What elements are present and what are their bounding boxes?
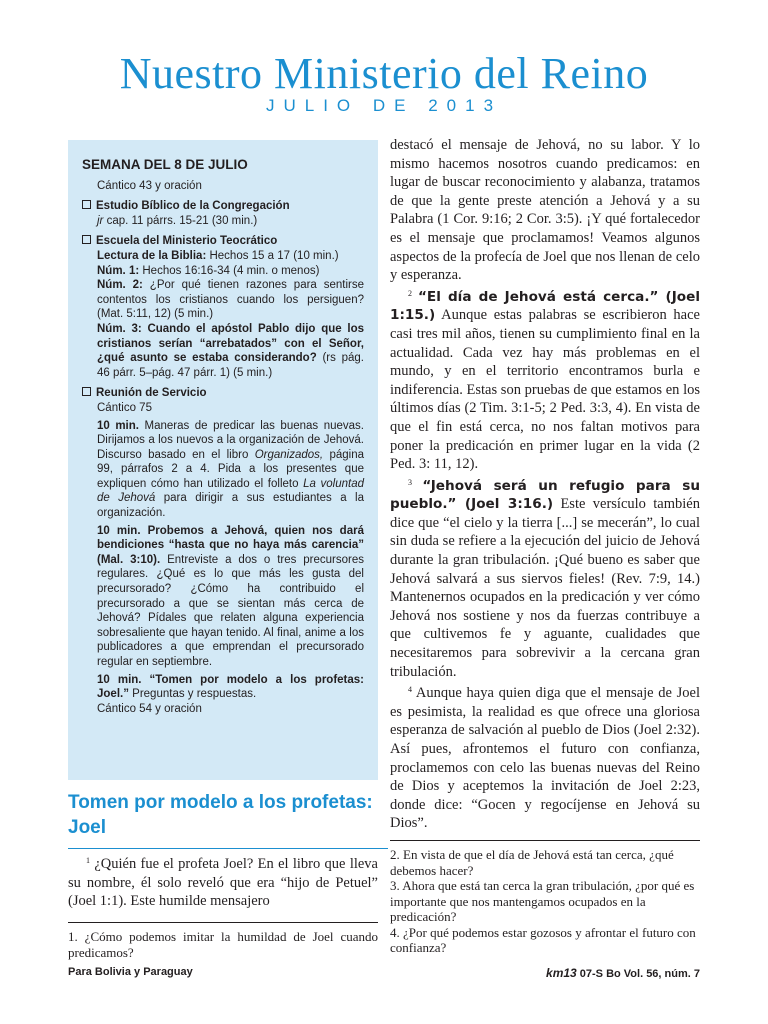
masthead-title: Nuestro Ministerio del Reino: [119, 49, 649, 98]
question-2: 2. En vista de que el día de Jehová está tan cerca, ¿qué debemos hacer?: [390, 847, 674, 878]
assignment-3: Núm. 3: Cuando el apóstol Pablo dijo que los cristianos serían “arrebatados” con el Señor, ¿qué asunto se estaba considerando? (rs pág. 46 párr. 5–pág. 47 párr. 1) (5 min.): [97, 322, 364, 379]
article-right-column: [390, 136, 700, 833]
article-paragraph-1-cont: destacó el mensaje de Jehová, no su labor. Y lo mismo hacemos nosotros cuando predicamos: en lugar de buscar reconocimiento y alabanza, tratamos de que la gente preste atención a Jehová y a su Palabra (1 Cor. 9:16; 2 Cor. 3:5). ¡Y qué fortalecedor es el mensaje que proclamamos! Veamos algunos aspectos de la profecía de Joel que nos llenan de celo y esperanza.: [390, 137, 700, 284]
assignment-2: Núm. 2: ¿Por qué tienen razones para sentirse contentos los cristianos cuando los persiguen? (Mat. 5:11, 12) (5 min.): [97, 279, 364, 321]
closing-song: Cántico 54 y oración: [97, 702, 202, 715]
article-title: Tomen por modelo a los profetas: Joel: [68, 790, 388, 849]
bible-study-heading: Estudio Bíblico de la Congregación: [82, 199, 364, 214]
service-part-3: 10 min. “Tomen por modelo a los profetas: Joel.” Preguntas y respuestas.: [97, 673, 364, 701]
weekly-schedule-box: [68, 140, 378, 780]
bible-study-ref: jr cap. 11 párrs. 15-21 (30 min.): [97, 214, 258, 227]
question-4: 4. ¿Por qué podemos estar gozosos y afrontar el futuro con confianza?: [390, 924, 696, 955]
opening-song: Cántico 43 y oración: [97, 179, 202, 192]
assignment-1: Núm. 1: Hechos 16:16-34 (4 min. o menos): [97, 264, 320, 277]
checkbox-icon: [82, 200, 91, 209]
questions-2-4: [390, 840, 700, 956]
footer-edition: km13 07-S Bo Vol. 56, núm. 7: [546, 966, 700, 980]
service-meeting-heading: Reunión de Servicio: [82, 386, 364, 401]
service-song: Cántico 75: [97, 401, 152, 414]
article-left-column: [68, 852, 378, 911]
article-paragraph-4: $^4$ Aunque haya quien diga que el mensaje de Joel es pesimista, la realidad es que ofrece una gloriosa esperanza de salvación al pueblo de Dios (Joel 2:32). Así pues, afrontemos el futuro con confianza, proclamemos con celo las buenas nuevas del Reino de Dios y aceptemos la invitación de Joel 2:23, donde dice: “Gocen y regocíjense en Jehová su Dios”.: [390, 685, 700, 832]
question-3: 3. Ahora que está tan cerca la gran tribulación, ¿por qué es importante que nos mantengamos ocupados en la predicación?: [390, 878, 695, 924]
issue-date: JULIO DE 2013: [265, 96, 503, 115]
article-paragraph-2: $^2$ “El día de Jehová está cerca.” (Joel 1:15.) Aunque estas palabras se escribieron hace casi tres mil años, tienen su cumplimiento final en la actualidad. Cada vez hay más problemas en el mundo, y en el territorio encontramos burla e indiferencia. Estas son pruebas de que estamos en los últimos días (2 Tim. 3:1-5; 2 Ped. 3:3, 4). En vista de que el fin está cerca, no nos faltan motivos para poner la predicación en primer lugar en la vida (2 Ped. 3: 11, 12).: [390, 288, 700, 473]
article-paragraph-1: $^1$ ¿Quién fue el profeta Joel? En el libro que lleva su nombre, él solo reveló que era “hijo de Petuel” (Joel 1:1). Este humilde mensajero: [68, 856, 378, 910]
bible-reading: Lectura de la Biblia: Hechos 15 a 17 (10 min.): [97, 249, 339, 262]
question-1: 1. ¿Cómo podemos imitar la humildad de Joel cuando predicamos?: [68, 922, 378, 960]
week-heading: SEMANA DEL 8 DE JULIO: [82, 157, 248, 172]
school-heading: Escuela del Ministerio Teocrático: [82, 234, 364, 249]
service-part-1: 10 min. Maneras de predicar las buenas nuevas. Dirijamos a los nuevos a la organización de Jehová. Discurso basado en el libro Organizados, página 99, párrafos 2 a 4. Pida a los presentes que expliquen cómo han utilizado el folleto La voluntad de Jehová para dirigir a sus estudiantes a la organización.: [97, 419, 365, 520]
checkbox-icon: [82, 387, 91, 396]
checkbox-icon: [82, 235, 91, 244]
article-paragraph-3: $^3$ “Jehová será un refugio para su pueblo.” (Joel 3:16.) Este versículo también dice que “el cielo y la tierra [...] se mecerán”, lo cual sin duda se refiere a la ejecución del juicio de Jehová durante la gran tribulación. ¡Qué bueno es saber que Jehová salvará a sus siervos fieles! (Rev. 7:9, 14.) Mantenernos ocupados en la predicación y ver cómo Jehová nos sostiene y nos da fuerzas contribuye a que cultivemos fe y aguante, cualidades que necesitaremos para sobrevivir a la cercana gran tribulación.: [390, 477, 701, 680]
footer-region: Para Bolivia y Paraguay: [68, 966, 193, 978]
service-part-2: 10 min. Probemos a Jehová, quien nos dará bendiciones “hasta que no haya más carencia” (Mal. 3:10). Entreviste a dos o tres precursores regulares. ¿Qué es lo que más les gusta del precursorado? ¿Cómo ha contribuido el precursorado a que se sientan más cerca de Jehová? Pídales que relaten alguna experiencia sobresaliente que hayan tenido. Al final, anime a los publicadores a que emprendan el precursorado regular en septiembre.: [97, 524, 364, 668]
